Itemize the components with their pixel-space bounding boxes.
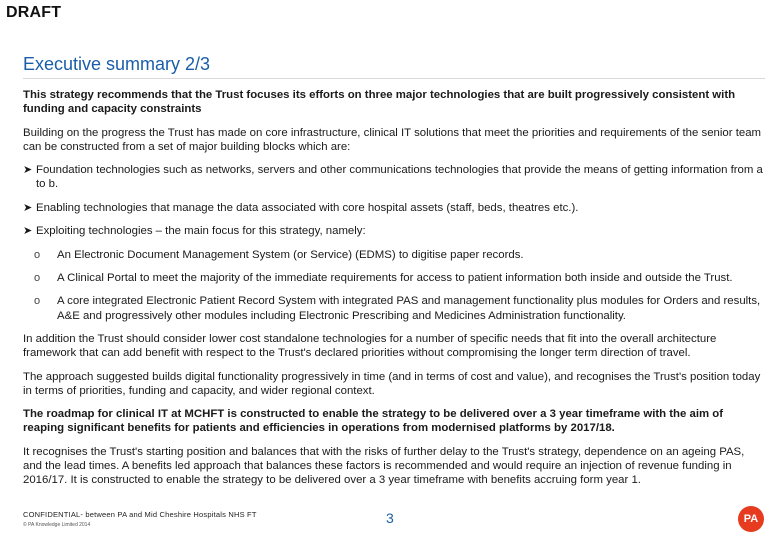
list-item [23, 201, 763, 215]
arrow-bullet-icon: ➤ [23, 164, 33, 177]
list-item [23, 224, 763, 238]
title-divider [23, 78, 765, 79]
arrow-bullet-icon: ➤ [23, 225, 33, 238]
page-title: Executive summary 2/3 [23, 54, 211, 74]
bullet-text: Exploiting technologies – the main focus for this strategy, namely: [36, 225, 366, 238]
circle-bullet-icon: o [34, 295, 41, 308]
sub-bullet-text: A Clinical Portal to meet the majority of the immediate requirements for access to patient information both inside and outside the Trust. [57, 271, 733, 284]
circle-bullet-icon: o [34, 248, 41, 261]
sub-bullet-text: An Electronic Document Management System (or Service) (EDMS) to digitise paper records. [57, 248, 524, 261]
standalone-tech-paragraph: In addition the Trust should consider lower cost standalone technologies for a number of specific needs that fit into the overall architecture framework that can add benefit with respect to the Trust's declared priorities without compromising the longer term direction of travel. [23, 332, 717, 360]
list-item [23, 163, 763, 191]
sub-list-item [23, 271, 763, 285]
copyright-notice: © PA Knowledge Limited 2014 [23, 522, 91, 528]
roadmap-statement: The roadmap for clinical IT at MCHFT is constructed to enable the strategy to be delivered over a 3 year timeframe with the aim of reaping significant benefits for patients and efficiencies in operations from modernised platforms by 2017/18. [23, 408, 724, 435]
arrow-bullet-icon: ➤ [23, 201, 33, 214]
confidential-notice: CONFIDENTIAL- between PA and Mid Cheshire Hospitals NHS FT [23, 510, 257, 519]
summary-body [23, 88, 763, 497]
sub-list-item [23, 248, 763, 262]
sub-bullet-text: A core integrated Electronic Patient Record System with integrated PAS and management functionality plus modules for Orders and results, A&E and progressively other modules including Electronic Prescribing and Medicines Administration functionality. [57, 295, 761, 322]
page-number: 3 [386, 510, 394, 526]
building-blocks-paragraph: Building on the progress the Trust has made on core infrastructure, clinical IT solutions that meet the priorities and requirements of the senior team can be constructed from a set of major building blocks which are: [23, 126, 762, 153]
approach-paragraph: The approach suggested builds digital functionality progressively in time (and in terms of cost and value), and recognises the Trust's position today in terms of priorities, funding and capacity, and wider regional context. [23, 370, 761, 397]
sub-list-item [23, 294, 763, 322]
pa-logo: PA [738, 506, 764, 532]
starting-position-paragraph: It recognises the Trust's starting position and balances that with the risks of further delay to the Trust's strategy, dependence on an ageing PAS, and the lead times. A benefits led approach that balances these factors is recommended and would require an injection of revenue funding in 2016/17. It is constructed to enable the strategy to be delivered over a 3 year timeframe with benefits accruing form year 1. [23, 445, 745, 487]
bullet-text: Foundation technologies such as networks, servers and other communications technologies that provide the means of getting information from a to b. [36, 164, 763, 191]
intro-statement: This strategy recommends that the Trust focuses its efforts on three major technologies that are built progressively consistent with funding and capacity constraints [23, 89, 736, 116]
bullet-text: Enabling technologies that manage the data associated with core hospital assets (staff, beds, theatres etc.). [36, 201, 579, 214]
draft-label: DRAFT [6, 4, 62, 21]
circle-bullet-icon: o [34, 271, 41, 284]
